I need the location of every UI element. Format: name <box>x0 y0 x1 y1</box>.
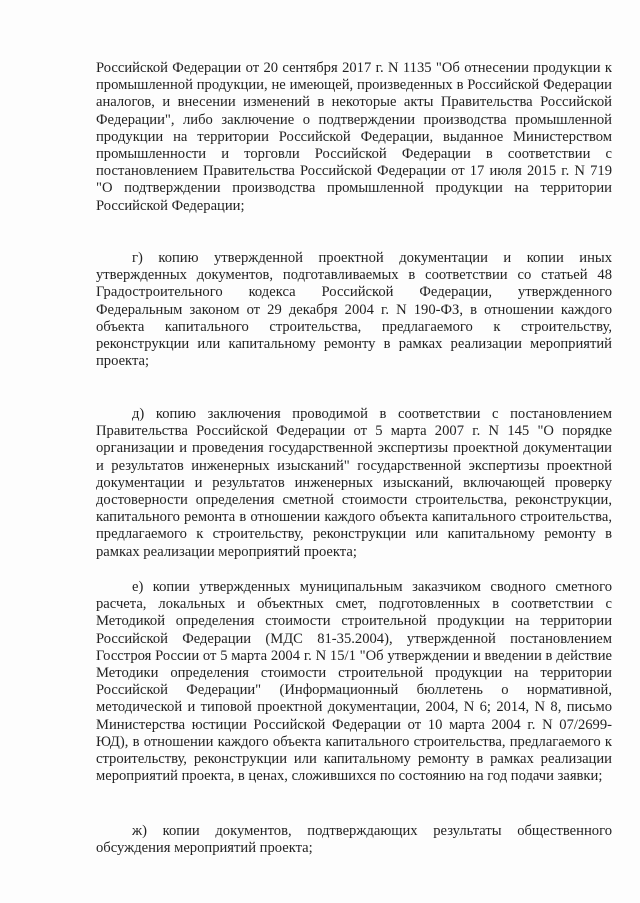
paragraph-item-g: г) копию утвержденной проектной документации и копии иных утвержденных документов, подготавливаемых в соответствии со статьей 48 Градостроительного кодекса Российской Федерации, утвержденного Федеральным законом от 29 декабря 2004 г. N 190-ФЗ, в отношении каждого объекта капитального строительства, предлагаемого к строительству, реконструкции или капитальному ремонту в рамках реализации мероприятий проекта; <box>96 250 612 370</box>
paragraph-item-e: е) копии утвержденных муниципальным заказчиком сводного сметного расчета, локальных и объектных смет, подготовленных в соответствии с Методикой определения стоимости строительной продукции на территории Российской Федерации (МДС 81-35.2004), утвержденной постановлением Госстроя России от 5 марта 2004 г. N 15/1 "Об утверждении и введении в действие Методики определения стоимости строительной продукции на территории Российской Федерации" (Информационный бюллетень о нормативной, методической и типовой проектной документации, 2004, N 6; 2014, N 8, письмо Министерства юстиции Российской Федерации от 10 марта 2004 г. N 07/2699-ЮД), в отношении каждого объекта капитального строительства, предлагаемого к строительству, реконструкции или капитальному ремонту в рамках реализации мероприятий проекта, в ценах, сложившихся по состоянию на год подачи заявки; <box>96 579 612 785</box>
paragraph-intro: Российской Федерации от 20 сентября 2017 г. N 1135 "Об отнесении продукции к промышленной продукции, не имеющей, произведенных в Российской Федерации аналогов, и внесении изменений в некоторые акты Правительства Российской Федерации", либо заключение о подтверждении производства промышленной продукции на территории Российской Федерации, выданное Министерством промышленности и торговли Российской Федерации в соответствии с постановлением Правительства Российской Федерации от 17 июля 2015 г. N 719 "О подтверждении производства промышленной продукции на территории Российской Федерации; <box>96 60 612 214</box>
paragraph-item-d: д) копию заключения проводимой в соответствии с постановлением Правительства Российской Федерации от 5 марта 2007 г. N 145 "О порядке организации и проведения государственной экспертизы проектной документации и результатов инженерных изысканий" государственной экспертизы проектной документации и результатов инженерных изысканий, включающей проверку достоверности определения сметной стоимости строительства, реконструкции, капитального ремонта в отношении каждого объекта капитального строительства, предлагаемого к строительству, реконструкции или капитальному ремонту в рамках реализации мероприятий проекта; <box>96 406 612 560</box>
paragraph-item-zh: ж) копии документов, подтверждающих результаты общественного обсуждения мероприятий проекта; <box>96 823 612 857</box>
